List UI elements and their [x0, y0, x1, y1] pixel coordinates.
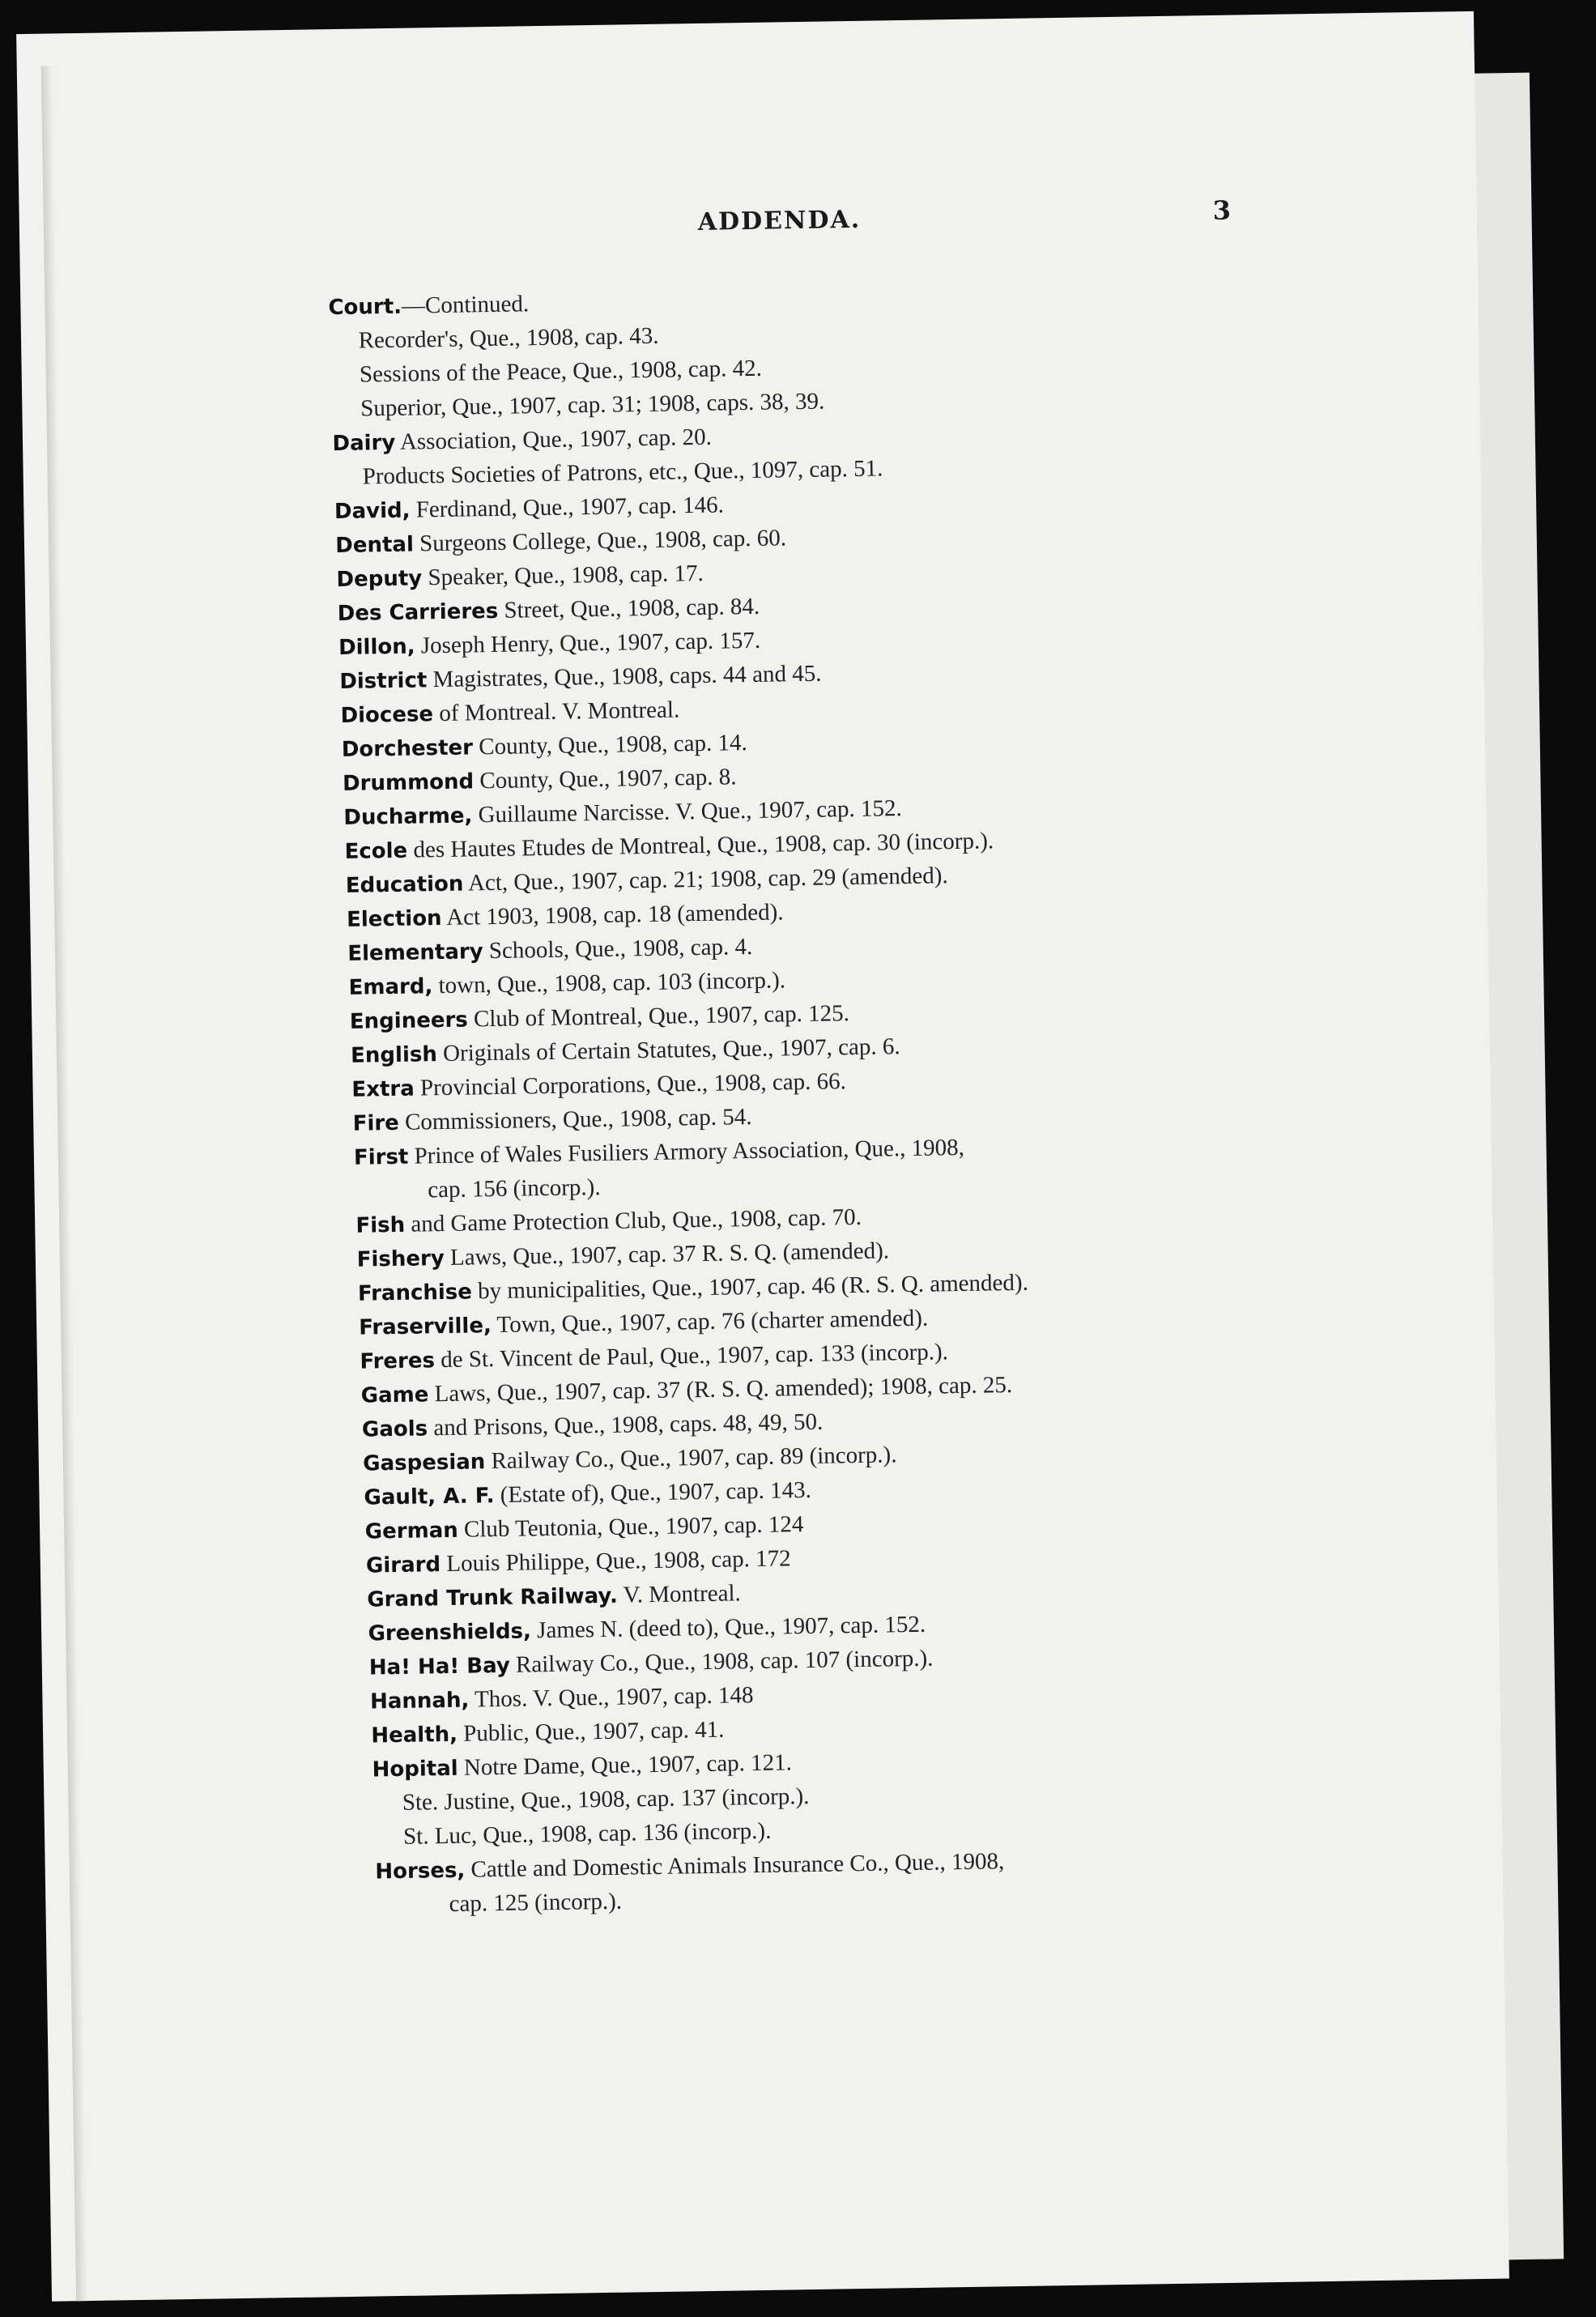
entry-heading: Girard — [365, 1552, 441, 1578]
entry-text: Prince of Wales Fusiliers Armory Association, Que., 1908, — [408, 1134, 965, 1169]
entry-text: Public, Que., 1907, cap. 41. — [457, 1716, 725, 1747]
entry-text: and Prisons, Que., 1908, caps. 48, 49, 50. — [427, 1408, 824, 1442]
entry-heading: Fishery — [356, 1246, 445, 1272]
entry-text: Railway Co., Que., 1907, cap. 89 (incorp.). — [485, 1442, 897, 1475]
page-spine-shadow — [41, 66, 87, 2301]
entry-heading: Grand Trunk Railway. — [367, 1583, 619, 1612]
entry-heading: Engineers — [349, 1007, 469, 1034]
entry-heading: Extra — [351, 1076, 415, 1102]
entry-text: Notre Dame, Que., 1907, cap. 121. — [458, 1749, 793, 1781]
entry-text: Surgeons College, Que., 1908, cap. 60. — [413, 525, 787, 557]
entry-text: Speaker, Que., 1908, cap. 17. — [421, 560, 704, 591]
entry-heading: Freres — [360, 1348, 436, 1374]
entry-heading: First — [353, 1144, 409, 1170]
entry-heading: Ha! Ha! Bay — [368, 1653, 511, 1680]
entry-heading: Diocese — [340, 702, 434, 728]
entry-heading: Horses, — [375, 1858, 466, 1885]
entry-heading: Gaspesian — [363, 1450, 486, 1476]
entry-text: Ferdinand, Que., 1907, cap. 146. — [410, 492, 725, 523]
entry-heading: Greenshields, — [368, 1619, 532, 1646]
page-number: 3 — [1212, 194, 1232, 226]
entry-text: Sessions of the Peace, Que., 1908, cap. 42. — [359, 355, 763, 388]
entry-text: Act 1903, 1908, cap. 18 (amended). — [441, 899, 784, 931]
entry-heading: Drummond — [342, 769, 475, 796]
entry-heading: District — [339, 668, 428, 694]
page-title: ADDENDA. — [697, 205, 862, 236]
entry-text: Railway Co., Que., 1908, cap. 107 (incorp.). — [509, 1645, 934, 1678]
entry-heading: Hannah, — [369, 1688, 470, 1714]
entry-text: Joseph Henry, Que., 1907, cap. 157. — [415, 627, 761, 659]
entry-text: Louis Philippe, Que., 1908, cap. 172 — [440, 1545, 791, 1578]
entry-heading: Franchise — [357, 1280, 473, 1306]
entry-text: V. Montreal. — [617, 1580, 742, 1608]
entry-text: County, Que., 1908, cap. 14. — [472, 730, 748, 760]
entry-text: town, Que., 1908, cap. 103 (incorp.). — [432, 967, 786, 999]
entry-text: Originals of Certain Statutes, Que., 1907, cap. 6. — [436, 1033, 900, 1067]
entry-heading: Emard, — [348, 974, 433, 1000]
entry-heading: English — [350, 1042, 438, 1068]
entry-heading: Deputy — [336, 566, 423, 593]
entry-text: Magistrates, Que., 1908, caps. 44 and 45. — [427, 660, 822, 693]
entry-text: Superior, Que., 1907, cap. 31; 1908, caps. 38, 39. — [360, 388, 825, 422]
entry-heading: Ecole — [344, 838, 408, 864]
entry-text: Thos. V. Que., 1907, cap. 148 — [469, 1682, 754, 1713]
entry-text: James N. (deed to), Que., 1907, cap. 152. — [530, 1611, 926, 1644]
entry-heading: Game — [360, 1382, 429, 1408]
entry-text: Products Societies of Patrons, etc., Que., 1097, cap. 51. — [362, 455, 883, 490]
entry-text: des Hautes Etudes de Montreal, Que., 1908, cap. 30 (incorp.). — [406, 828, 994, 863]
entry-text: Town, Que., 1907, cap. 76 (charter amended). — [491, 1305, 929, 1339]
scanned-page — [16, 11, 1509, 2302]
entry-text: and Game Protection Club, Que., 1908, cap. 70. — [404, 1203, 862, 1237]
entry-text: (Estate of), Que., 1907, cap. 143. — [494, 1476, 812, 1509]
entry-heading: Fish — [355, 1212, 406, 1238]
entry-text: Schools, Que., 1908, cap. 4. — [483, 933, 753, 965]
entry-text: —Continued. — [401, 291, 530, 319]
entry-heading: Gault, A. F. — [364, 1484, 495, 1510]
entry-text: Laws, Que., 1907, cap. 37 R. S. Q. (amended). — [444, 1237, 890, 1271]
entry-text: County, Que., 1907, cap. 8. — [473, 764, 737, 794]
entry-heading: Des Carrieres — [337, 598, 499, 626]
entry-heading: Dairy — [332, 430, 396, 457]
entry-heading: Fraserville, — [359, 1314, 492, 1340]
entry-text: Provincial Corporations, Que., 1908, cap. 66. — [414, 1068, 847, 1101]
entry-text: Street, Que., 1908, cap. 84. — [498, 593, 760, 624]
entry-heading: Elementary — [347, 939, 483, 966]
entry-text: of Montreal. V. Montreal. — [432, 696, 680, 727]
entry-heading: David, — [334, 498, 411, 525]
entry-text: St. Luc, Que., 1908, cap. 136 (incorp.). — [402, 1817, 772, 1850]
entry-heading: Dillon, — [338, 634, 415, 660]
entry-heading: Dental — [335, 532, 415, 559]
entry-text: Association, Que., 1907, cap. 20. — [395, 424, 713, 455]
entry-heading: Dorchester — [341, 735, 474, 762]
entry-heading: Health, — [371, 1722, 458, 1748]
page-header — [19, 196, 1477, 251]
entry-text: Cattle and Domestic Animals Insurance Co., Que., 1908, — [465, 1848, 1005, 1883]
entry-heading: Education — [345, 871, 464, 898]
entry-text: Ste. Justine, Que., 1908, cap. 137 (incorp.). — [402, 1783, 810, 1816]
entry-heading: Ducharme, — [343, 803, 473, 830]
entry-heading: Court. — [328, 294, 402, 321]
entry-text: cap. 125 (incorp.). — [449, 1888, 623, 1918]
entry-text: Guillaume Narcisse. V. Que., 1907, cap. 152. — [472, 795, 902, 828]
entry-heading: Fire — [352, 1110, 400, 1136]
entry-text: de St. Vincent de Paul, Que., 1907, cap. 133 (incorp.). — [434, 1339, 949, 1374]
entry-text: by municipalities, Que., 1907, cap. 46 (R. S. Q. amended). — [471, 1269, 1029, 1305]
entry-heading: German — [364, 1518, 458, 1544]
entry-text: Laws, Que., 1907, cap. 37 (R. S. Q. amended); 1908, cap. 25. — [428, 1372, 1013, 1408]
entry-text: Recorder's, Que., 1908, cap. 43. — [358, 322, 659, 354]
index-entries — [328, 275, 1326, 1923]
entry-heading: Hopital — [372, 1756, 458, 1782]
entry-text: Commissioners, Que., 1908, cap. 54. — [398, 1104, 752, 1135]
entry-text: Club of Montreal, Que., 1907, cap. 125. — [467, 1000, 850, 1033]
entry-heading: Gaols — [361, 1416, 428, 1442]
entry-text: cap. 156 (incorp.). — [427, 1173, 601, 1203]
entry-text: Act, Que., 1907, cap. 21; 1908, cap. 29 (amended). — [463, 862, 948, 897]
entry-text: Club Teutonia, Que., 1907, cap. 124 — [458, 1511, 804, 1543]
entry-heading: Election — [346, 906, 442, 932]
